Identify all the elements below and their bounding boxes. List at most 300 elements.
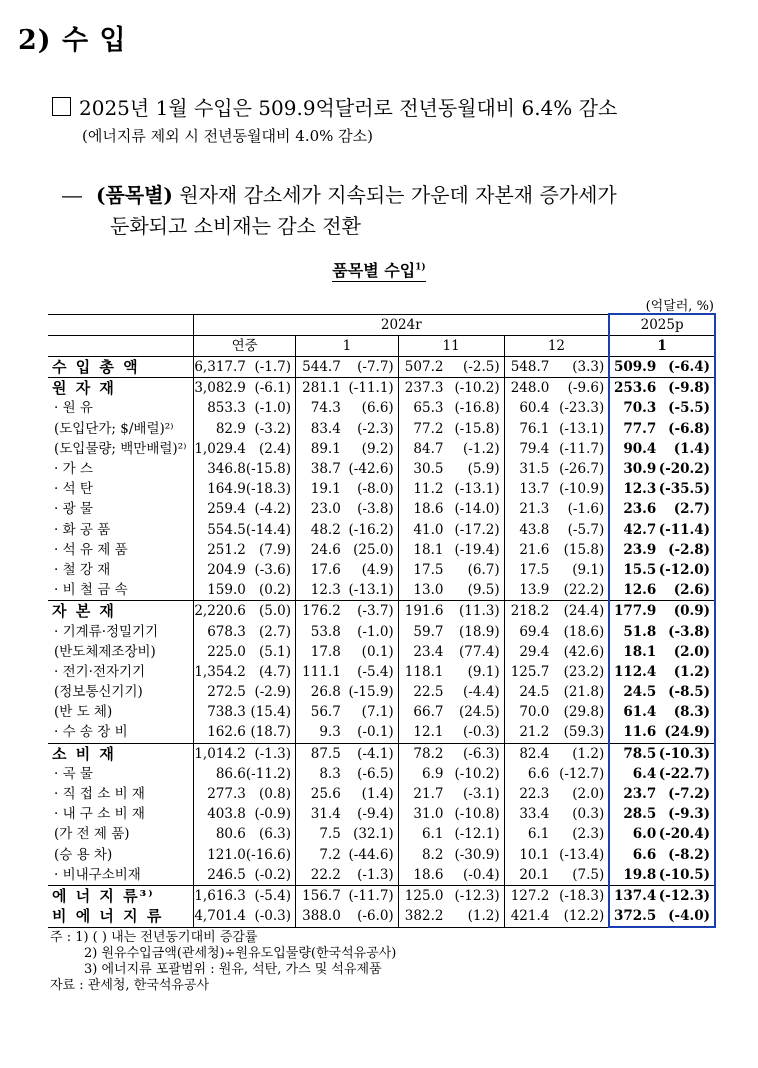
value-cell: 6.4 [609, 764, 656, 784]
change-rate-cell: (-30.9) [443, 845, 504, 865]
change-rate-cell: (0.8) [246, 784, 296, 804]
change-rate-cell: (4.7) [246, 662, 296, 682]
value-cell: 253.6 [609, 378, 656, 399]
value-cell: 69.4 [519, 623, 550, 640]
change-rate-cell: (-1.0) [246, 398, 296, 418]
change-rate-cell: (-0.1) [341, 722, 398, 743]
change-rate-cell: (-17.2) [443, 520, 504, 540]
table-row [48, 439, 715, 459]
value-cell: 6.1 [527, 826, 550, 843]
change-rate-cell: (-7.2) [656, 784, 715, 804]
table-row [48, 459, 715, 479]
change-rate-cell: (22.2) [563, 582, 605, 599]
value-cell: 12.3 [310, 582, 341, 599]
change-rate-cell: (2.3) [572, 826, 605, 843]
change-rate-cell: (-4.0) [656, 906, 715, 927]
change-rate-cell: (0.9) [656, 601, 715, 622]
change-rate-cell: (-4.1) [341, 743, 398, 764]
footnote-1: 주 : 1) ( ) 내는 전년동기대비 증감률 [50, 930, 258, 945]
table-row [48, 865, 715, 886]
row-label: 자 본 재 [48, 601, 194, 622]
item-summary-label: (품목별) [96, 183, 173, 207]
value-cell: 12.1 [413, 724, 444, 741]
value-cell: 125.7 [510, 663, 550, 680]
table-row [48, 357, 715, 378]
footnote-2: 2) 원유수입금액(관세청)÷원유도입물량(한국석유공사) [84, 946, 397, 961]
footnote-3: 3) 에너지류 포괄범위 : 원유, 석탄, 가스 및 석유제품 [84, 962, 382, 977]
value-cell: 31.5 [519, 461, 550, 478]
value-cell: 17.8 [310, 643, 341, 660]
row-label: · 비 철 금 속 [48, 580, 194, 601]
row-label: · 기계류·정밀기기 [48, 621, 194, 641]
table-row [48, 906, 715, 927]
header-col-dec: 12 [504, 336, 609, 357]
summary-subnote: (에너지류 제외 시 전년동월대비 4.0% 감소) [82, 127, 374, 145]
row-label: · 철 강 재 [48, 560, 194, 580]
value-cell: 65.3 [413, 400, 444, 417]
value-cell: 6.9 [421, 765, 444, 782]
change-rate-cell: (-16.6) [246, 845, 296, 865]
value-cell: 77.7 [609, 419, 656, 439]
change-rate-cell: (-1.3) [341, 865, 398, 886]
change-rate-cell: (2.0) [656, 642, 715, 662]
value-cell: 125.0 [398, 885, 443, 906]
change-rate-cell: (24.4) [549, 601, 609, 622]
item-summary-line2: 둔화되고 소비재는 감소 전환 [110, 214, 361, 238]
change-rate-cell: (1.2) [549, 743, 609, 764]
summary-text: 2025년 1월 수입은 509.9억달러로 전년동월대비 6.4% 감소 [79, 96, 618, 120]
change-rate-cell: (-35.5) [656, 479, 715, 499]
change-rate-cell: (-6.3) [443, 743, 504, 764]
value-cell: 22.5 [413, 684, 444, 701]
change-rate-cell: (-6.8) [656, 419, 715, 439]
row-label: · 화 공 품 [48, 520, 194, 540]
change-rate-cell: (5.9) [443, 459, 504, 479]
change-rate-cell: (-0.2) [246, 865, 296, 886]
table-row [48, 784, 715, 804]
value-cell: 26.8 [310, 684, 341, 701]
change-rate-cell: (42.6) [563, 643, 605, 660]
change-rate-cell: (-3.8) [656, 621, 715, 641]
unit-label: (억달러, %) [645, 299, 714, 314]
value-cell: 21.7 [413, 786, 444, 803]
change-rate-cell: (-1.7) [246, 357, 296, 378]
change-rate-cell: (-3.8) [341, 499, 398, 519]
value-cell: 18.1 [609, 642, 656, 662]
change-rate-cell: (11.3) [443, 601, 504, 622]
change-rate-cell: (-12.3) [443, 885, 504, 906]
value-cell: 83.4 [310, 420, 341, 437]
change-rate-cell: (-10.8) [443, 804, 504, 824]
change-rate-cell: (-11.7) [559, 440, 605, 457]
change-rate-cell: (77.4) [443, 642, 504, 662]
value-cell: 164.9 [207, 481, 246, 498]
change-rate-cell: (-2.3) [341, 419, 398, 439]
change-rate-cell: (9.2) [341, 439, 398, 459]
value-cell: 1,616.3 [194, 885, 246, 906]
value-cell: 38.7 [310, 461, 341, 478]
value-cell: 70.3 [609, 398, 656, 418]
change-rate-cell: (-1.0) [341, 621, 398, 641]
change-rate-cell: (-7.7) [341, 357, 398, 378]
change-rate-cell: (-11.7) [341, 885, 398, 906]
value-cell: 372.5 [609, 906, 656, 927]
change-rate-cell: (-20.4) [656, 824, 715, 844]
value-cell: 237.3 [398, 378, 443, 399]
value-cell: 79.4 [519, 440, 550, 457]
change-rate-cell: (-18.3) [549, 885, 609, 906]
value-cell: 21.3 [519, 501, 550, 518]
table-row [48, 580, 715, 601]
change-rate-cell: (21.8) [563, 684, 605, 701]
value-cell: 177.9 [609, 601, 656, 622]
header-2025: 2025p [609, 314, 715, 336]
change-rate-cell: (59.3) [563, 724, 605, 741]
change-rate-cell: (9.1) [443, 662, 504, 682]
item-summary-line1: 원자재 감소세가 지속되는 가운데 자본재 증가세가 [172, 183, 617, 207]
row-label: 소 비 재 [48, 743, 194, 764]
change-rate-cell: (15.8) [563, 541, 605, 558]
change-rate-cell: (-3.2) [246, 419, 296, 439]
table-row [48, 642, 715, 662]
value-cell: 17.5 [519, 561, 550, 578]
value-cell: 22.2 [310, 866, 341, 883]
value-cell: 61.4 [609, 702, 656, 722]
row-label: · 수 송 장 비 [48, 722, 194, 743]
value-cell: 22.3 [519, 786, 550, 803]
change-rate-cell: (-12.0) [656, 560, 715, 580]
value-cell: 21.6 [519, 541, 550, 558]
change-rate-cell: (-8.2) [656, 845, 715, 865]
value-cell: 24.5 [609, 682, 656, 702]
change-rate-cell: (-0.9) [246, 804, 296, 824]
change-rate-cell: (-1.2) [443, 439, 504, 459]
header-row-year [48, 314, 715, 336]
change-rate-cell: (12.2) [549, 906, 609, 927]
import-table [48, 313, 716, 928]
value-cell: 6.6 [527, 765, 550, 782]
value-cell: 19.1 [310, 481, 341, 498]
change-rate-cell: (6.3) [246, 824, 296, 844]
value-cell: 4,701.4 [194, 906, 246, 927]
change-rate-cell: (-9.6) [549, 378, 609, 399]
row-label: (반도체제조장비) [48, 642, 194, 662]
change-rate-cell: (0.2) [246, 580, 296, 601]
change-rate-cell: (-4.4) [443, 682, 504, 702]
value-cell: 12.3 [609, 479, 656, 499]
row-label: · 곡 물 [48, 764, 194, 784]
change-rate-cell: (-15.9) [341, 682, 398, 702]
change-rate-cell: (5.1) [246, 642, 296, 662]
change-rate-cell: (2.6) [656, 580, 715, 601]
source-note: 자료 : 관세청, 한국석유공사 [50, 978, 210, 993]
value-cell: 204.9 [207, 561, 246, 578]
value-cell: 78.2 [398, 743, 443, 764]
value-cell: 281.1 [296, 378, 341, 399]
value-cell: 554.5 [207, 521, 246, 538]
value-cell: 6.6 [609, 845, 656, 865]
value-cell: 678.3 [207, 623, 246, 640]
value-cell: 59.7 [413, 623, 444, 640]
change-rate-cell: (-22.7) [656, 764, 715, 784]
row-label: · 가 스 [48, 459, 194, 479]
table-row [48, 499, 715, 519]
change-rate-cell: (-9.3) [656, 804, 715, 824]
change-rate-cell: (18.9) [443, 621, 504, 641]
value-cell: 8.2 [421, 846, 444, 863]
value-cell: 176.2 [296, 601, 341, 622]
value-cell: 78.5 [609, 743, 656, 764]
value-cell: 509.9 [609, 357, 656, 378]
value-cell: 225.0 [207, 643, 246, 660]
change-rate-cell: (1.2) [443, 906, 504, 927]
value-cell: 2,220.6 [194, 601, 246, 622]
change-rate-cell: (-23.3) [559, 400, 605, 417]
row-label: 에 너 지 류³⁾ [48, 885, 194, 906]
change-rate-cell: (-10.2) [443, 764, 504, 784]
change-rate-cell: (29.8) [563, 704, 605, 721]
value-cell: 23.7 [609, 784, 656, 804]
table-row [48, 743, 715, 764]
change-rate-cell: (24.5) [443, 702, 504, 722]
value-cell: 548.7 [504, 357, 549, 378]
change-rate-cell: (7.1) [341, 702, 398, 722]
value-cell: 6.0 [609, 824, 656, 844]
row-label: · 석 탄 [48, 479, 194, 499]
value-cell: 20.1 [519, 866, 550, 883]
value-cell: 248.0 [504, 378, 549, 399]
value-cell: 66.7 [413, 704, 444, 721]
table-row [48, 540, 715, 560]
value-cell: 18.1 [413, 541, 444, 558]
table-row [48, 804, 715, 824]
value-cell: 76.1 [519, 420, 550, 437]
change-rate-cell: (-12.3) [656, 885, 715, 906]
change-rate-cell: (-5.4) [341, 662, 398, 682]
row-label: (도입물량; 백만배럴)²⁾ [48, 439, 194, 459]
change-rate-cell: (-0.3) [246, 906, 296, 927]
value-cell: 30.9 [609, 459, 656, 479]
change-rate-cell: (18.7) [246, 722, 296, 743]
value-cell: 9.3 [319, 724, 341, 741]
row-label: 비 에 너 지 류 [48, 906, 194, 927]
header-row-month [48, 336, 715, 357]
table-row [48, 662, 715, 682]
value-cell: 11.6 [609, 722, 656, 743]
value-cell: 137.4 [609, 885, 656, 906]
value-cell: 41.0 [413, 521, 444, 538]
change-rate-cell: (-26.7) [559, 461, 605, 478]
change-rate-cell: (-10.5) [656, 865, 715, 886]
value-cell: 17.5 [413, 561, 444, 578]
row-label: · 석 유 제 품 [48, 540, 194, 560]
value-cell: 82.4 [504, 743, 549, 764]
value-cell: 6.1 [421, 826, 444, 843]
value-cell: 544.7 [296, 357, 341, 378]
value-cell: 42.7 [609, 520, 656, 540]
change-rate-cell: (1.2) [656, 662, 715, 682]
change-rate-cell: (2.0) [572, 786, 605, 803]
value-cell: 12.6 [609, 580, 656, 601]
change-rate-cell: (0.1) [341, 642, 398, 662]
value-cell: 11.2 [413, 481, 444, 498]
change-rate-cell: (-3.7) [341, 601, 398, 622]
value-cell: 1,014.2 [194, 743, 246, 764]
value-cell: 48.2 [310, 521, 341, 538]
value-cell: 90.4 [609, 439, 656, 459]
change-rate-cell: (-14.0) [443, 499, 504, 519]
change-rate-cell: (-13.1) [559, 420, 605, 437]
value-cell: 251.2 [207, 541, 246, 558]
table-title-text: 품목별 수입 [332, 261, 416, 280]
dash-mark: ― [62, 183, 82, 207]
item-summary [62, 180, 752, 242]
value-cell: 33.4 [519, 806, 550, 823]
value-cell: 6,317.7 [194, 357, 246, 378]
change-rate-cell: (-13.1) [443, 479, 504, 499]
change-rate-cell: (-15.8) [443, 419, 504, 439]
value-cell: 388.0 [296, 906, 341, 927]
change-rate-cell: (-13.4) [559, 846, 605, 863]
change-rate-cell: (-11.1) [341, 378, 398, 399]
value-cell: 17.6 [310, 561, 341, 578]
change-rate-cell: (-8.5) [656, 682, 715, 702]
value-cell: 70.0 [519, 704, 550, 721]
value-cell: 60.4 [519, 400, 550, 417]
footnotes [50, 930, 396, 994]
table-row [48, 885, 715, 906]
value-cell: 738.3 [207, 704, 246, 721]
value-cell: 29.4 [519, 643, 550, 660]
change-rate-cell: (1.4) [656, 439, 715, 459]
value-cell: 18.6 [413, 501, 444, 518]
value-cell: 80.6 [215, 826, 246, 843]
change-rate-cell: (-5.7) [567, 521, 605, 538]
row-label: (승 용 차) [48, 845, 194, 865]
value-cell: 403.8 [207, 806, 246, 823]
value-cell: 127.2 [504, 885, 549, 906]
change-rate-cell: (-9.4) [341, 804, 398, 824]
change-rate-cell: (-18.3) [246, 479, 296, 499]
change-rate-cell: (2.4) [246, 439, 296, 459]
value-cell: 28.5 [609, 804, 656, 824]
row-label: (도입단가; $/배럴)²⁾ [48, 419, 194, 439]
value-cell: 218.2 [504, 601, 549, 622]
change-rate-cell: (-11.2) [246, 764, 296, 784]
summary-bullet [52, 92, 617, 121]
value-cell: 156.7 [296, 885, 341, 906]
change-rate-cell: (-2.9) [246, 682, 296, 702]
value-cell: 1,029.4 [194, 440, 246, 457]
value-cell: 111.1 [302, 663, 341, 680]
change-rate-cell: (-5.5) [656, 398, 715, 418]
change-rate-cell: (-19.4) [443, 540, 504, 560]
change-rate-cell: (9.5) [443, 580, 504, 601]
value-cell: 118.1 [404, 663, 444, 680]
value-cell: 86.6 [215, 765, 246, 782]
value-cell: 84.7 [413, 440, 444, 457]
value-cell: 853.3 [207, 400, 246, 417]
table-row [48, 845, 715, 865]
change-rate-cell: (-8.0) [341, 479, 398, 499]
value-cell: 31.4 [310, 806, 341, 823]
change-rate-cell: (-0.4) [443, 865, 504, 886]
change-rate-cell: (-42.6) [341, 459, 398, 479]
value-cell: 43.8 [519, 521, 550, 538]
change-rate-cell: (1.4) [341, 784, 398, 804]
change-rate-cell: (9.1) [572, 561, 605, 578]
value-cell: 8.3 [319, 765, 341, 782]
header-col-year: 연중 [194, 336, 296, 357]
change-rate-cell: (-9.8) [656, 378, 715, 399]
value-cell: 346.8 [207, 461, 246, 478]
change-rate-cell: (25.0) [341, 540, 398, 560]
row-label: (정보통신기기) [48, 682, 194, 702]
change-rate-cell: (8.3) [656, 702, 715, 722]
change-rate-cell: (-6.0) [341, 906, 398, 927]
value-cell: 13.9 [519, 582, 550, 599]
table-row [48, 601, 715, 622]
value-cell: 25.6 [310, 786, 341, 803]
change-rate-cell: (-16.2) [341, 520, 398, 540]
change-rate-cell: (-6.4) [656, 357, 715, 378]
value-cell: 10.1 [519, 846, 550, 863]
value-cell: 1,354.2 [194, 663, 246, 680]
value-cell: 89.1 [310, 440, 341, 457]
value-cell: 74.3 [310, 400, 341, 417]
value-cell: 51.8 [609, 621, 656, 641]
value-cell: 56.7 [310, 704, 341, 721]
value-cell: 13.7 [519, 481, 550, 498]
table-row [48, 682, 715, 702]
change-rate-cell: (-14.4) [246, 520, 296, 540]
change-rate-cell: (23.2) [563, 663, 605, 680]
change-rate-cell: (24.9) [656, 722, 715, 743]
table-row [48, 560, 715, 580]
table-row [48, 764, 715, 784]
change-rate-cell: (4.9) [341, 560, 398, 580]
change-rate-cell: (6.6) [341, 398, 398, 418]
change-rate-cell: (6.7) [443, 560, 504, 580]
value-cell: 13.0 [413, 582, 444, 599]
table-title-footnote: 1) [415, 262, 426, 273]
table-row [48, 520, 715, 540]
table-row [48, 722, 715, 743]
row-label: · 비내구소비재 [48, 865, 194, 886]
table-row [48, 702, 715, 722]
change-rate-cell: (-12.7) [559, 765, 605, 782]
change-rate-cell: (-6.1) [246, 378, 296, 399]
row-label: · 직 접 소 비 재 [48, 784, 194, 804]
change-rate-cell: (32.1) [341, 824, 398, 844]
value-cell: 382.2 [398, 906, 443, 927]
value-cell: 21.2 [519, 724, 550, 741]
row-label: 원 자 재 [48, 378, 194, 399]
change-rate-cell: (-44.6) [341, 845, 398, 865]
change-rate-cell: (-11.4) [656, 520, 715, 540]
value-cell: 3,082.9 [194, 378, 246, 399]
change-rate-cell: (-15.8) [246, 459, 296, 479]
change-rate-cell: (-10.2) [443, 378, 504, 399]
value-cell: 259.4 [207, 501, 246, 518]
table-title [0, 258, 758, 281]
row-label: (반 도 체) [48, 702, 194, 722]
value-cell: 507.2 [398, 357, 443, 378]
table-row [48, 621, 715, 641]
change-rate-cell: (0.3) [572, 806, 605, 823]
value-cell: 30.5 [413, 461, 444, 478]
row-label: · 원 유 [48, 398, 194, 418]
